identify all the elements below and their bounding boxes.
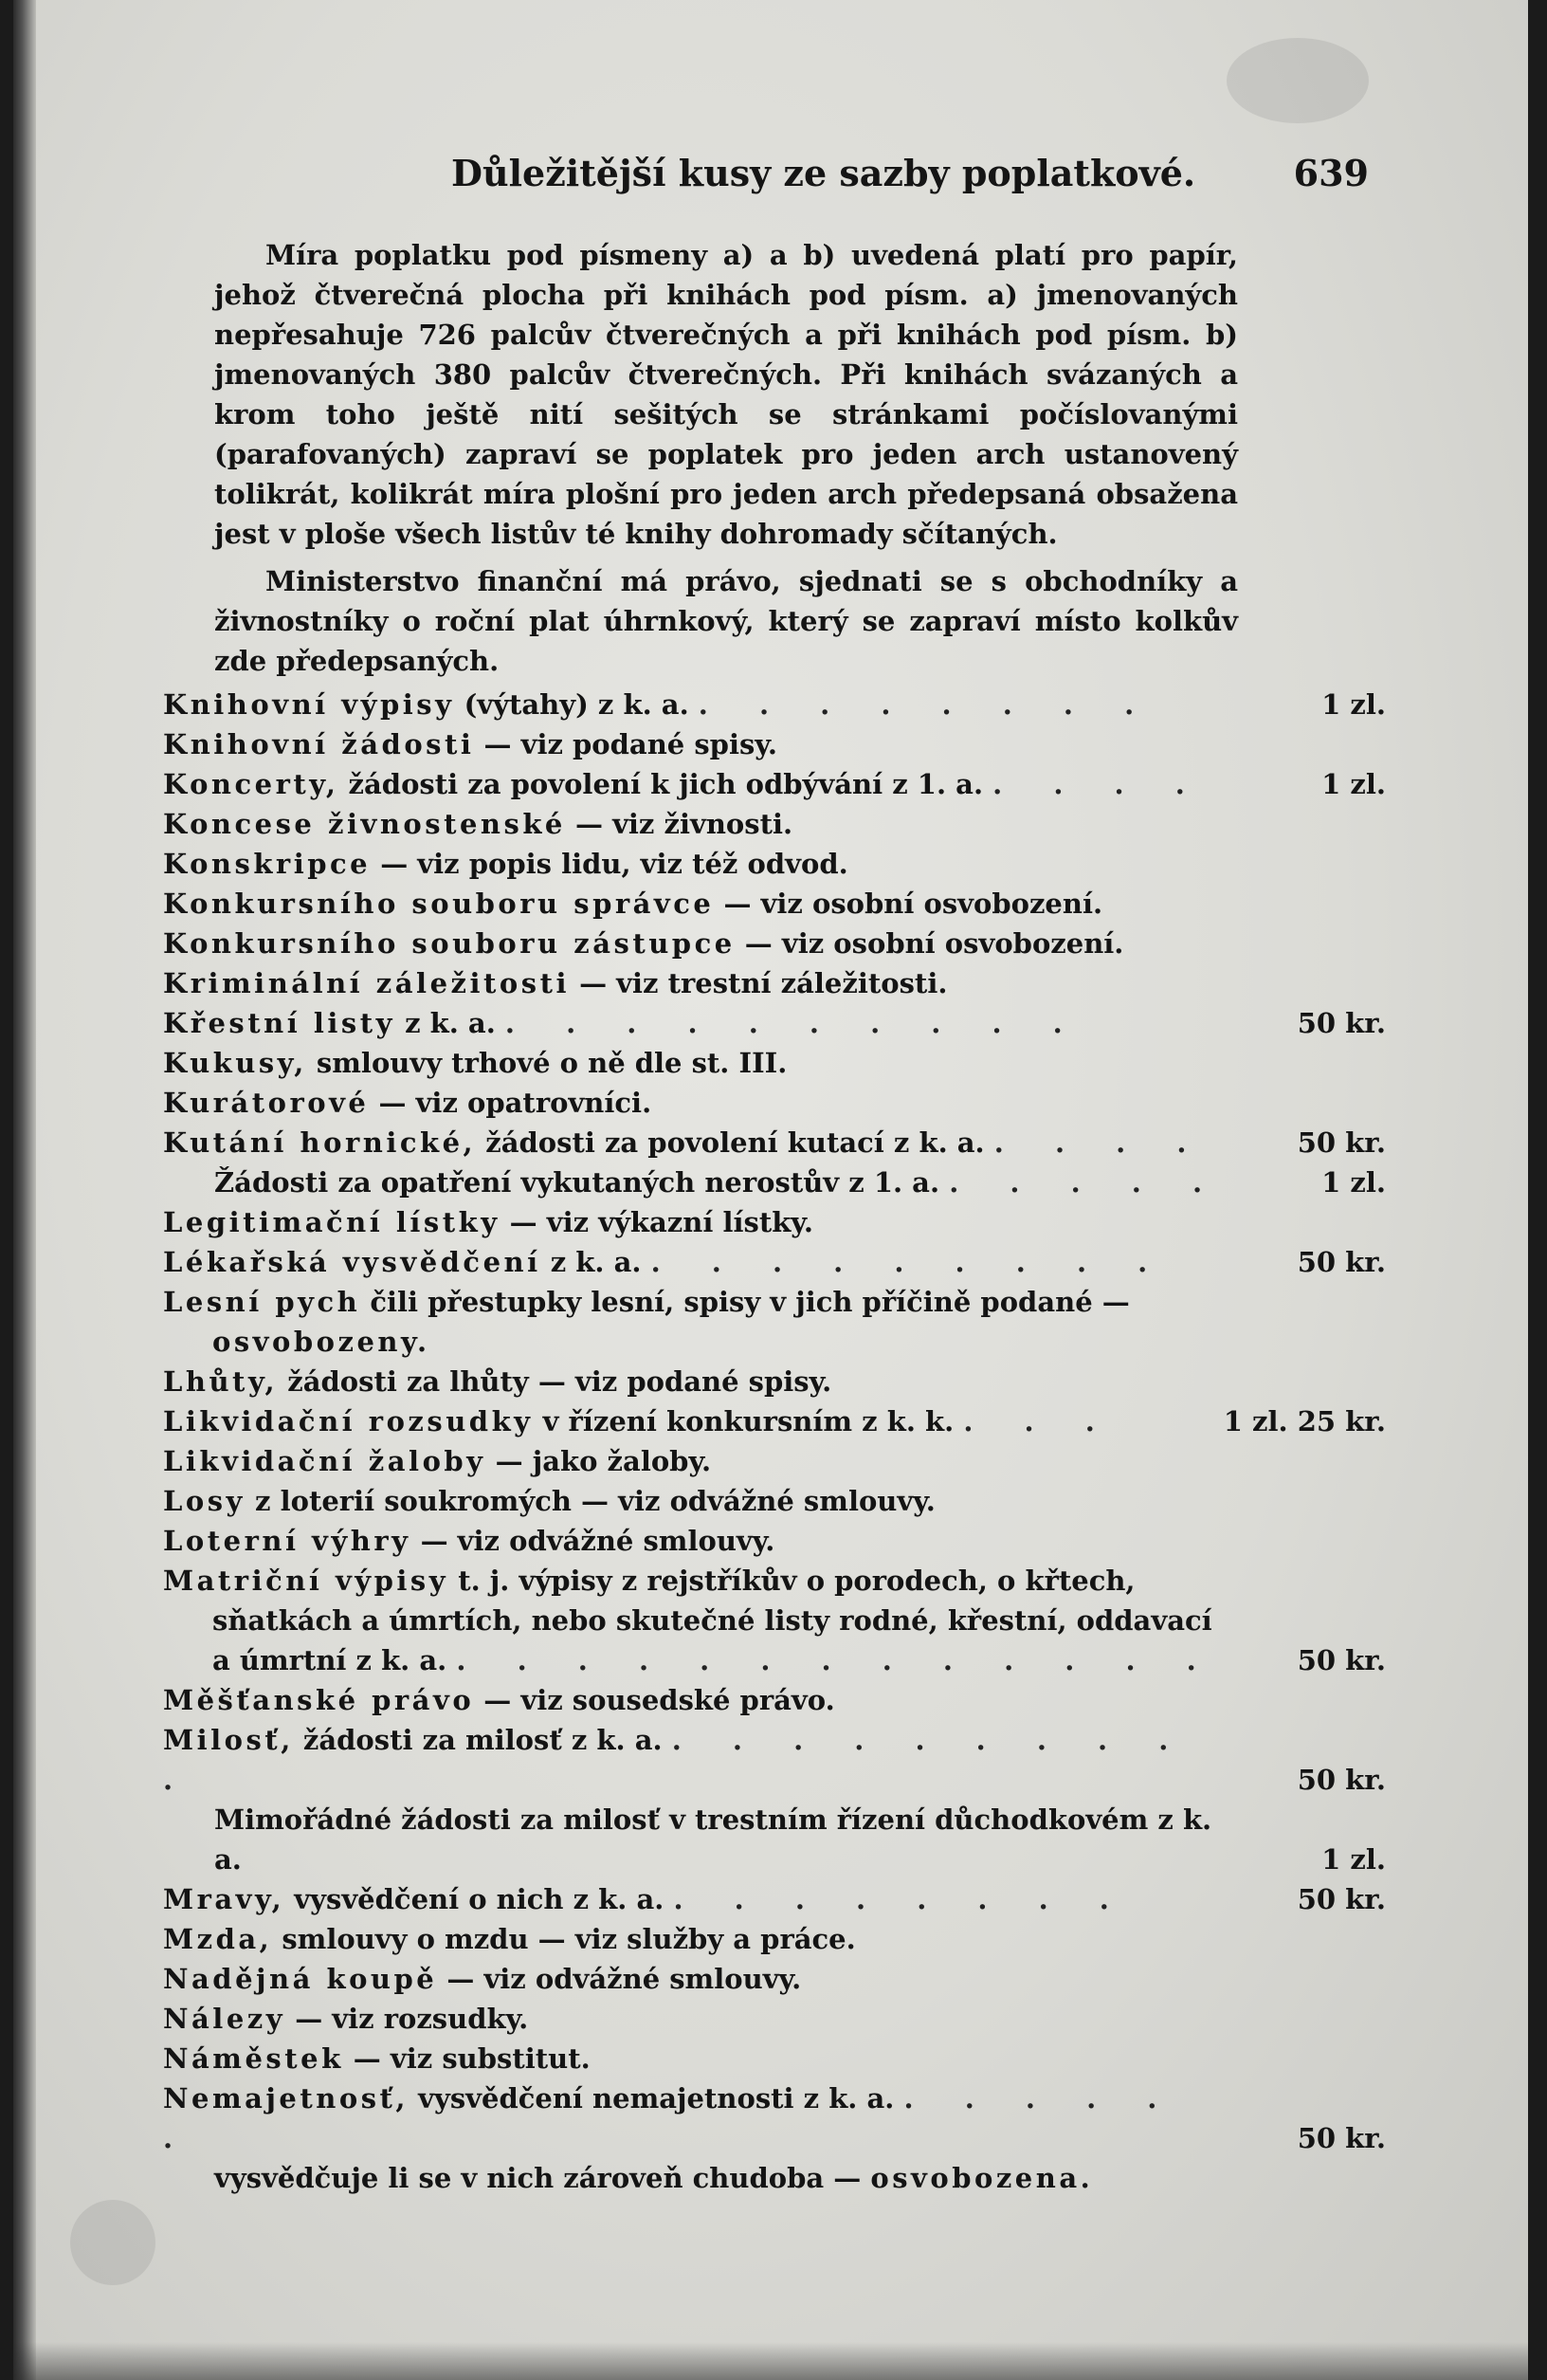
entry-text [163,884,1386,924]
entry-keyword: Konkursního souboru zástupce [163,927,736,960]
entry-keyword: Kriminální záležitosti [163,967,570,999]
entry-text [163,804,1386,844]
entry-description: — viz podané spisy. [474,728,777,760]
entry-description: v řízení konkursním z k. k. [533,1405,955,1437]
tariff-entry [163,1043,1386,1083]
tariff-entry [163,1919,1386,1959]
entry-fee: 1 zl. [1321,688,1386,721]
tariff-entry [163,1521,1386,1561]
entry-description: vysvědčení nemajetnosti z k. a. [409,2082,895,2115]
tariff-entry [163,2039,1386,2078]
entry-fee: 50 kr. [1297,1007,1386,1039]
leader-dots: . . . [963,1405,1116,1437]
entry-text [163,1163,1386,1202]
entry-text [163,1242,1386,1282]
entry-text [163,1123,1386,1163]
entry-text [163,724,1386,764]
tariff-entry [163,1720,1386,1800]
tariff-entry [163,1123,1386,1163]
leader-dots: . . . . . [949,1166,1224,1199]
entry-keyword: Likvidační rozsudky [163,1405,534,1437]
entry-keyword: Konkursního souboru správce [163,888,715,920]
leader-dots: . . . . . . . . . . [163,1724,1190,1796]
entry-description: — viz osobní osvobození. [735,927,1124,960]
entry-text [163,1282,1386,1362]
entry-keyword: Mravy, [163,1883,285,1915]
tariff-entry [163,963,1386,1003]
entry-text [163,764,1386,804]
entry-keyword: Legitimační lístky [163,1206,500,1238]
entry-fee: 1 zl. 25 kr. [1223,1405,1386,1437]
tariff-entry [163,1680,1386,1720]
tariff-entry [163,1959,1386,1999]
entry-description: žádosti za lhůty — viz podané spisy. [278,1365,832,1398]
entry-fee: 1 zl. [1321,1843,1386,1876]
tariff-entry [163,1163,1386,1202]
entry-text [163,1521,1386,1561]
entry-text [163,2039,1386,2078]
entry-text [163,844,1386,884]
entry-description: — viz sousedské právo. [474,1684,835,1716]
leader-dots: . . . . . . . . . . . . . [456,1644,1217,1676]
entry-text [163,1362,1386,1401]
entry-description: — viz opatrovníci. [369,1087,652,1119]
leader-dots: . . . . . . . . [673,1883,1130,1915]
entry-description: čili přestupky lesní, spisy v jich příčině podané — [360,1286,1130,1318]
entry-keyword: Nadějná koupě [163,1963,438,1995]
entry-text [163,1401,1386,1441]
entry-description: žádosti za povolení k jich odbývání z 1. a. [338,768,984,800]
entry-description: (výtahy) z k. a. [454,688,689,721]
tariff-entry [163,1362,1386,1401]
tariff-entry [163,2078,1386,2158]
tariff-entry [163,2158,1386,2198]
entry-text [163,1003,1386,1043]
entry-keyword: Losy [163,1485,246,1517]
entry-text [163,1999,1386,2039]
entry-fee: 1 zl. [1321,1166,1386,1199]
entry-keyword: Kurátorové [163,1087,370,1119]
entry-description: smlouvy trhové o ně dle st. III. [306,1047,788,1079]
entry-description: — viz substitut. [343,2042,591,2075]
entry-fee: 1 zl. [1321,768,1386,800]
entry-text [163,1481,1386,1521]
tariff-entry [163,764,1386,804]
entry-text [163,1720,1386,1800]
leader-dots: . . . . . . . . . [650,1246,1169,1278]
entry-text [163,1441,1386,1481]
tariff-entry [163,1003,1386,1043]
entry-text [163,924,1386,963]
entry-fee: 50 kr. [1297,1126,1386,1159]
entry-text [163,2078,1386,2158]
entry-keyword: Koncerty, [163,768,339,800]
entry-keyword: Konskripce [163,848,372,880]
running-title: Důležitější kusy ze sazby poplatkové. [451,152,1196,194]
paragraph: Míra poplatku pod písmeny a) a b) uvedená platí pro papír, jehož čtverečná plocha při knihách pod písm. a) jmenovaných nepřesahuje 726 palcův čtverečných a při knihách pod písm. b) jmenovaných 380 palcův čtverečných. Při knihách svázaných a krom toho ještě nití sešitých se stránkami počíslovanými (parafovaných) zapraví se poplatek pro jeden arch ustanovený tolikrát, kolikrát míra plošní pro jeden arch předepsaná obsažena jest v ploše všech listův té knihy dohromady sčítaných. [214,239,1238,550]
entry-keyword: Nemajetnosť, [163,2082,410,2115]
tariff-entry [163,1242,1386,1282]
entry-keyword: Knihovní žádosti [163,728,475,760]
entry-text [163,1043,1386,1083]
entry-fee: 50 kr. [1297,2122,1386,2154]
entry-text [163,1800,1386,1879]
tariff-entry [163,1999,1386,2039]
entry-text [163,2158,1386,2198]
entry-keyword: Měšťanské právo [163,1684,475,1716]
entry-description: — viz odvážné smlouvy. [410,1525,775,1557]
entry-text [163,685,1386,724]
entry-description: — jako žaloby. [485,1445,712,1477]
entry-keyword: Lékařská vysvědčení [163,1246,541,1278]
entry-description: — viz rozsudky. [285,2003,529,2035]
entry-keyword: Koncese živnostenské [163,808,566,840]
entry-fee: 50 kr. [1297,1246,1386,1278]
page-body [13,0,1528,2380]
entry-keyword-secondary: osvobozena. [870,2162,1094,2194]
entry-keyword: Mzda, [163,1923,273,1955]
tariff-entry [163,924,1386,963]
entry-keyword: Lesní pych [163,1286,361,1318]
entry-fee: 50 kr. [1297,1764,1386,1796]
entry-keyword: Likvidační žaloby [163,1445,486,1477]
tariff-entry [163,1282,1386,1362]
entry-keyword: Lhůty, [163,1365,279,1398]
entry-description: — viz osobní osvobození. [714,888,1103,920]
entry-keyword: Milosť, [163,1724,294,1756]
entry-description: Žádosti za opatření vykutaných nerostův z 1. a. [214,1166,940,1199]
entry-keyword: Loterní výhry [163,1525,411,1557]
entry-text [163,1959,1386,1999]
entry-keyword: Kukusy, [163,1047,307,1079]
tariff-entry [163,884,1386,924]
entry-description: z k. a. [394,1007,496,1039]
tariff-entry [163,724,1386,764]
entry-description: Mimořádné žádosti za milosť v trestním řízení důchodkovém z k. a. [214,1803,1212,1876]
entry-text [163,1561,1386,1680]
entry-keyword: Matriční výpisy [163,1565,449,1597]
tariff-entry [163,1800,1386,1879]
entry-text [163,1680,1386,1720]
tariff-entry [163,844,1386,884]
tariff-entry [163,1441,1386,1481]
entry-text [163,1919,1386,1959]
tariff-entry-list [163,685,1386,2198]
entry-description: — viz živnosti. [565,808,793,840]
leader-dots: . . . . . . . . [698,688,1156,721]
tariff-entry [163,804,1386,844]
entry-description: — viz výkazní lístky. [500,1206,813,1238]
entry-description: vysvědčuje li se v nich zároveň chudoba — [214,2162,871,2194]
entry-fee: 50 kr. [1297,1644,1386,1676]
tariff-entry [163,1879,1386,1919]
book-page [13,0,1528,2380]
entry-description: vysvědčení o nich z k. a. [284,1883,664,1915]
tariff-entry [163,685,1386,724]
entry-description: z k. a. [540,1246,642,1278]
entry-text [163,963,1386,1003]
entry-text [163,1083,1386,1123]
leader-dots: . . . . . . [163,2082,1178,2154]
leader-dots: . . . . [992,768,1206,800]
tariff-entry [163,1401,1386,1441]
entry-description: žádosti za povolení kutací z k. a. [476,1126,985,1159]
entry-keyword: Kutání hornické, [163,1126,477,1159]
tariff-entry [163,1202,1386,1242]
leader-dots: . . . . . . . . . . [504,1007,1083,1039]
entry-text [163,1202,1386,1242]
entry-text [163,1879,1386,1919]
entry-keyword: Knihovní výpisy [163,688,455,721]
page-number: 639 [1293,152,1369,194]
tariff-entry [163,1083,1386,1123]
leader-dots: . . . . [993,1126,1208,1159]
tariff-entry [163,1481,1386,1521]
entry-description: smlouvy o mzdu — viz služby a práce. [272,1923,856,1955]
entry-description: — viz odvážné smlouvy. [437,1963,802,1995]
entry-description: žádosti za milosť z k. a. [293,1724,663,1756]
entry-description: — viz popis lidu, viz též odvod. [371,848,848,880]
entry-description: — viz trestní záležitosti. [569,967,948,999]
entry-description: z loterií soukromých — viz odvážné smlouvy. [245,1485,936,1517]
entry-keyword-secondary: osvobozeny. [212,1326,430,1358]
entry-keyword: Nálezy [163,2003,286,2035]
paragraph: Ministerstvo finanční má právo, sjednati se s obchodníky a živnostníky o roční plat úhrnkový, který se zapraví místo kolkův zde předepsaných. [214,565,1238,677]
tariff-entry [163,1561,1386,1680]
entry-keyword: Náměstek [163,2042,344,2075]
entry-fee: 50 kr. [1297,1883,1386,1915]
entry-keyword: Křestní listy [163,1007,395,1039]
entry-description: t. j. výpisy z rejstříkův o porodech, o křtech, sňatkách a úmrtích, nebo skutečné listy rodné, křestní, oddavací a úmrtní z k. a. [212,1565,1212,1676]
